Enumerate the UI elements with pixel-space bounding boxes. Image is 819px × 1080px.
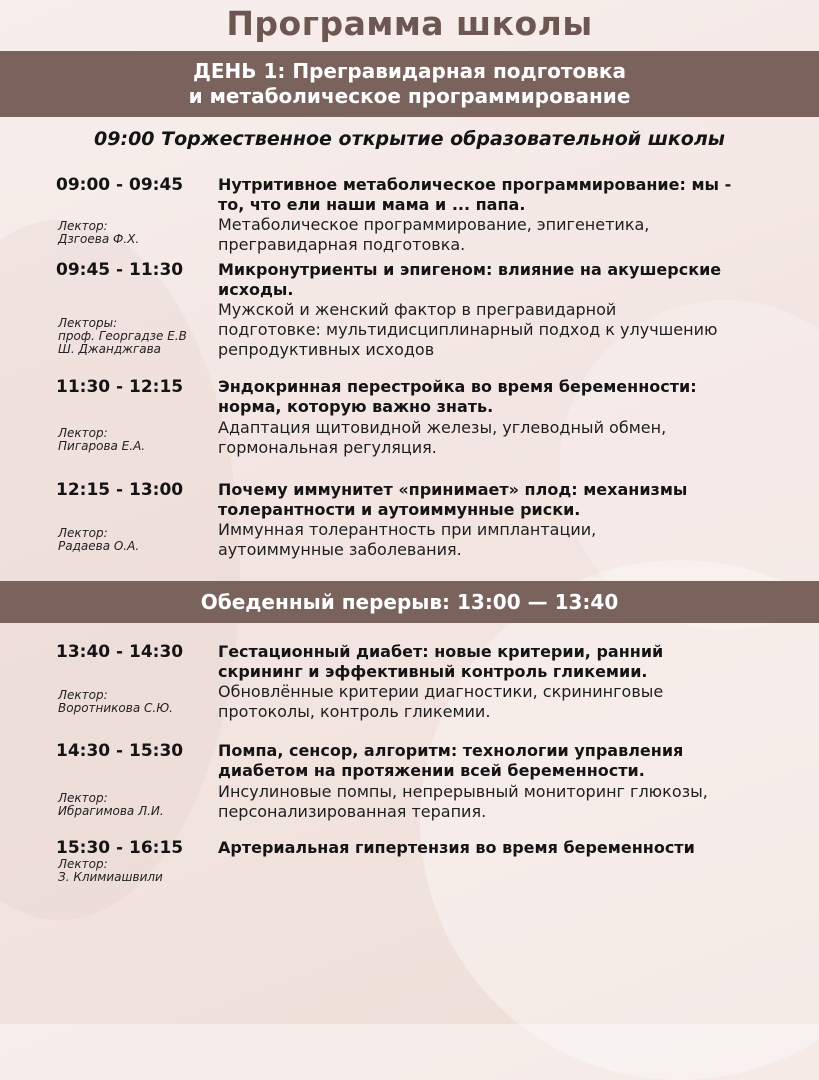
slot-time: 09:45 - 11:30 [56,260,184,280]
desc-line: аутоиммунные заболевания. [218,540,462,559]
desc-line: репродуктивных исходов [218,340,435,359]
slot-topic [218,260,778,300]
lunch-break-band: Обеденный перерыв: 13:00 — 13:40 [0,581,819,623]
slot-lecturer [58,527,139,553]
desc-line: Адаптация щитовидной железы, углеводный обмен, [218,418,667,437]
lecturer-line: Ш. Джанджгава [58,342,162,356]
desc-line: протоколы, контроль гликемии. [218,702,491,721]
slot-topic [218,175,778,215]
slot-topic [218,480,778,520]
slot-time: 13:40 - 14:30 [56,642,184,662]
slot-topic-line: толерантности и аутоиммунные риски. [218,500,581,519]
slot-topic-line: скрининг и эффективный контроль гликемии. [218,662,648,681]
slot-time: 12:15 - 13:00 [56,480,184,500]
slot-description [218,782,778,822]
slot-topic-line: Гестационный диабет: новые критерии, ранний [218,642,664,661]
slot-topic [218,838,778,858]
lecturer-line: Лектор: [58,219,108,233]
lecturer-line: Ибрагимова Л.И. [58,804,164,818]
slot-topic [218,642,778,682]
desc-line: Инсулиновые помпы, непрерывный мониторинг глюкозы, [218,782,708,801]
lecturer-line: Лектор: [58,857,108,871]
day-header-band [0,51,819,117]
desc-line: Обновлённые критерии диагностики, скрининговые [218,682,664,701]
slot-description [218,520,778,560]
slot-lecturer [58,220,139,246]
lecturer-line: Радаева О.А. [58,539,140,553]
day-header-line: и метаболическое программирование [188,84,631,108]
slot-topic-line: то, что ели наши мама и ... папа. [218,195,526,214]
lecturer-line: Лектор: [58,688,108,702]
slot-description [218,300,778,360]
slot-lecturer [58,858,163,884]
desc-line: Иммунная толерантность при имплантации, [218,520,597,539]
desc-line: гормональная регуляция. [218,438,437,457]
slot-topic [218,377,778,417]
slot-topic-line: Почему иммунитет «принимает» плод: механизмы [218,480,688,499]
slot-time: 11:30 - 12:15 [56,377,184,397]
page-title: Программа школы [226,4,593,43]
slot-topic-line: Помпа, сенсор, алгоритм: технологии управления [218,741,684,760]
lecturer-line: Лекторы: [58,316,118,330]
lecturer-line: Лектор: [58,526,108,540]
lecturer-line: Лектор: [58,791,108,805]
slot-lecturer [58,689,173,715]
slot-lecturer [58,317,187,356]
desc-line: прегравидарная подготовка. [218,235,466,254]
slot-topic-line: Эндокринная перестройка во время беременности: [218,377,697,396]
desc-line: персонализированная терапия. [218,802,487,821]
slot-time: 09:00 - 09:45 [56,175,184,195]
desc-line: Метаболическое программирование, эпигенетика, [218,215,650,234]
slot-topic-line: исходы. [218,280,294,299]
opening-ceremony: 09:00 Торжественное открытие образовательной школы [94,128,725,150]
slot-description [218,682,778,722]
slot-topic-line: Микронутриенты и эпигеном: влияние на акушерские [218,260,722,279]
lecturer-line: Воротникова С.Ю. [58,701,173,715]
lecturer-line: Пигарова Е.А. [58,439,146,453]
slot-time: 14:30 - 15:30 [56,741,184,761]
slot-topic-line: норма, которую важно знать. [218,397,494,416]
slot-lecturer [58,792,164,818]
slot-description [218,215,778,255]
desc-line: подготовке: мультидисциплинарный подход к улучшению [218,320,718,339]
lecturer-line: проф. Георгадзе Е.В [58,329,187,343]
lecturer-line: Дзгоева Ф.Х. [58,232,140,246]
day-header-line: ДЕНЬ 1: Прегравидарная подготовка [193,59,626,83]
slot-topic [218,741,778,781]
slot-lecturer [58,427,145,453]
slot-topic-line: диабетом на протяжении всей беременности. [218,761,645,780]
slot-description [218,418,778,458]
lecturer-line: Лектор: [58,426,108,440]
slot-topic-line: Артериальная гипертензия во время беременности [218,838,695,857]
lecturer-line: З. Климиашвили [58,870,163,884]
slot-topic-line: Нутритивное метаболическое программирование: мы - [218,175,732,194]
desc-line: Мужской и женский фактор в прегравидарной [218,300,617,319]
slot-time: 15:30 - 16:15 [56,838,184,858]
